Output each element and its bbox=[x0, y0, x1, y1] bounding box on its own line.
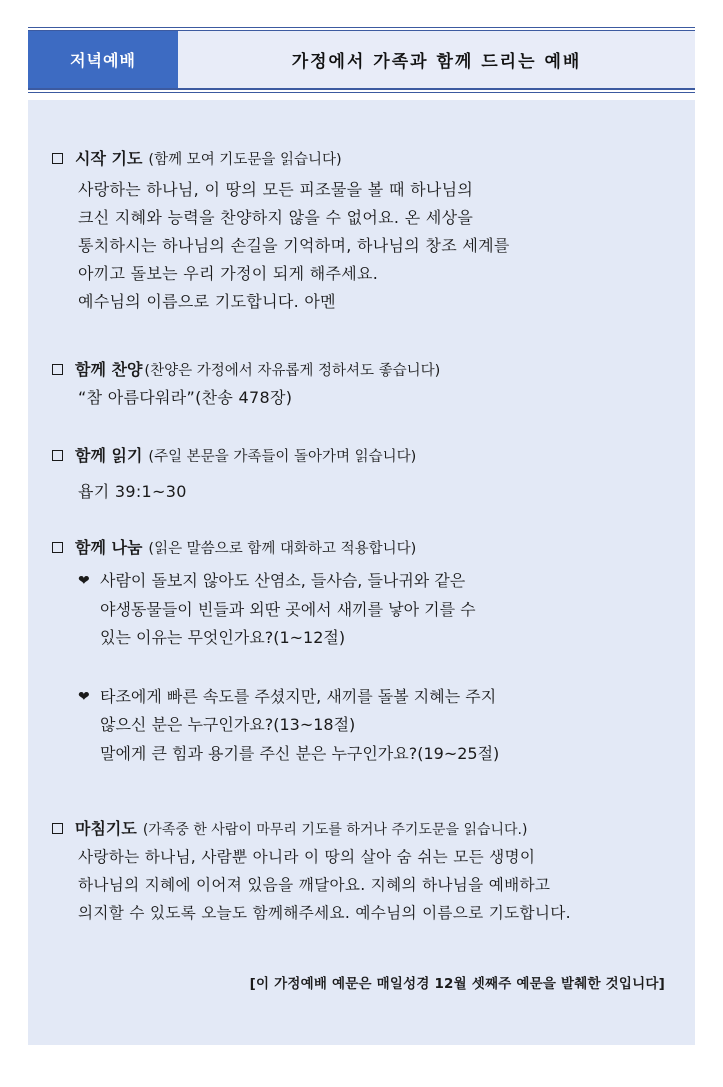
hymn-line: “참 아름다워라”(찬송 478장) bbox=[78, 388, 293, 407]
discussion-question bbox=[52, 683, 675, 769]
prayer-text bbox=[52, 176, 675, 316]
text-line: 타조에게 빠른 속도를 주셨지만, 새끼를 돌볼 지혜는 주지 bbox=[100, 686, 497, 706]
heart-icon: ❤ bbox=[78, 573, 90, 589]
page-title: 가정에서 가족과 함께 드리는 예배 bbox=[178, 31, 695, 88]
section-note: (찬양은 가정에서 자유롭게 정하셔도 좋습니다) bbox=[144, 363, 441, 379]
question-text bbox=[100, 567, 675, 653]
section-opening-prayer bbox=[52, 146, 675, 316]
section-heading bbox=[52, 357, 675, 384]
checkbox-square-icon bbox=[52, 364, 63, 375]
section-title: 함께 읽기 bbox=[75, 446, 143, 465]
checkbox-square-icon bbox=[52, 153, 63, 164]
section-title: 마침기도 bbox=[75, 819, 137, 838]
worship-content bbox=[28, 100, 695, 1045]
header-bar bbox=[28, 27, 695, 93]
text-line: 야생동물들이 빈들과 외딴 곳에서 새끼를 낳아 기를 수 bbox=[100, 599, 476, 619]
section-title: 함께 찬양 bbox=[75, 360, 143, 379]
text-line: 통치하시는 하나님의 손길을 기억하며, 하나님의 창조 세계를 bbox=[78, 236, 510, 255]
service-tag: 저녁예배 bbox=[28, 31, 178, 88]
section-note: (가족중 한 사람이 마무리 기도를 하거나 주기도문을 읽습니다.) bbox=[142, 822, 528, 838]
section-heading bbox=[52, 535, 675, 562]
text-line: 사랑하는 하나님, 이 땅의 모든 피조물을 볼 때 하나님의 bbox=[78, 180, 474, 199]
section-note: (함께 모여 기도문을 읽습니다) bbox=[148, 152, 342, 168]
section-praise bbox=[52, 357, 675, 412]
question-text bbox=[100, 683, 675, 769]
section-heading bbox=[52, 816, 675, 843]
section-heading bbox=[52, 443, 675, 470]
section-title: 함께 나눔 bbox=[75, 538, 143, 557]
text-line: 사람이 돌보지 않아도 산염소, 들사슴, 들나귀와 같은 bbox=[100, 571, 466, 590]
section-reading bbox=[52, 443, 675, 506]
text-line: 하나님의 지혜에 이어져 있음을 깨달아요. 지혜의 하나님을 예배하고 bbox=[78, 876, 551, 894]
source-note: [이 가정예배 예문은 매일성경 12월 셋째주 예문을 발췌한 것입니다] bbox=[249, 976, 665, 992]
discussion-question bbox=[52, 567, 675, 653]
section-heading bbox=[52, 146, 675, 173]
text-line: 말에게 큰 힘과 용기를 주신 분은 누구인가요?(19~25절) bbox=[100, 743, 500, 763]
text-line: 아끼고 돌보는 우리 가정이 되게 해주세요. bbox=[78, 264, 379, 283]
section-closing-prayer bbox=[52, 816, 675, 927]
checkbox-square-icon bbox=[52, 823, 63, 834]
text-line: 예수님의 이름으로 기도합니다. 아멘 bbox=[78, 292, 336, 311]
text-line: 의지할 수 있도록 오늘도 함께해주세요. 예수님의 이름으로 기도합니다. bbox=[78, 904, 571, 922]
section-title: 시작 기도 bbox=[75, 149, 143, 168]
scripture-reference: 욥기 39:1~30 bbox=[78, 482, 187, 501]
section-note: (읽은 말씀으로 함께 대화하고 적용합니다) bbox=[148, 541, 417, 557]
text-line: 않으신 분은 누구인가요?(13~18절) bbox=[100, 715, 356, 734]
header-inner bbox=[28, 30, 695, 90]
text-line: 있는 이유는 무엇인가요?(1~12절) bbox=[100, 628, 346, 647]
heart-icon: ❤ bbox=[78, 688, 90, 705]
text-line: 크신 지혜와 능력을 찬양하지 않을 수 없어요. 온 세상을 bbox=[78, 208, 474, 227]
checkbox-square-icon bbox=[52, 542, 63, 553]
text-line: 사랑하는 하나님, 사람뿐 아니라 이 땅의 살아 숨 쉬는 모든 생명이 bbox=[78, 848, 536, 866]
section-note: (주일 본문을 가족들이 돌아가며 읽습니다) bbox=[148, 449, 417, 465]
section-sharing bbox=[52, 535, 675, 768]
prayer-text bbox=[52, 843, 675, 927]
checkbox-square-icon bbox=[52, 450, 63, 461]
